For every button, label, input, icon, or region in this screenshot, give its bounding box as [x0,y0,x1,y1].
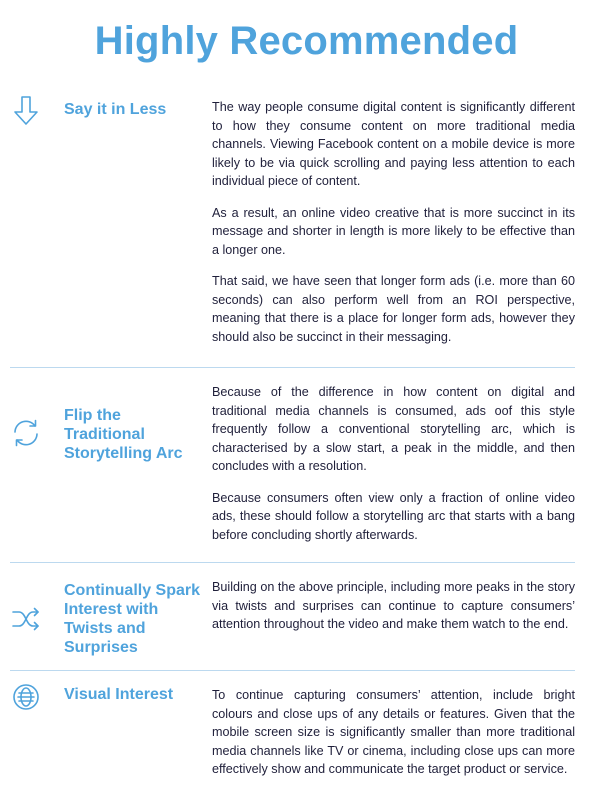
page-title: Highly Recommended [94,19,519,63]
paragraph: Building on the above principle, including more peaks in the story via twists and surprises can continue to capture consumers’ attention throughout the video and make them watch to the end. [212,580,575,631]
paragraph: Because consumers often view only a fraction of online video ads, these should follow a storytelling arc that starts with a bang before concluding shortly afterwards. [212,490,575,542]
shuffle-icon [10,603,42,635]
section-body [212,383,575,544]
section-heading: Visual Interest [64,686,174,703]
paragraph: The way people consume digital content is significantly different to how they consume content on more traditional media channels. Viewing Facebook content on a mobile device is more likely to be via quick scrolling and paying less attention to each individual piece of content. [212,100,575,188]
globe-icon [10,681,42,713]
section-heading: Say it in Less [64,101,167,118]
paragraph: As a result, an online video creative that is more succinct in its message and shorter in length is more likely to be effective than a longer one. [212,205,575,257]
section-heading: Flip the Traditional Storytelling Arc [64,407,183,462]
paragraph: To continue capturing consumers’ attention, include bright colours and close ups of any details or features. Given that the mobile screen size is significantly smaller than more traditional media channels like TV or cinema, including close ups can more effectively show and communicate the target product or service. [212,688,575,776]
refresh-icon [10,417,42,449]
arrow-down-icon [10,95,42,127]
section-heading: Continually Spark Interest with Twists and Surprises [64,582,201,656]
section-divider [10,562,575,563]
section-body [212,578,575,634]
paragraph: That said, we have seen that longer form ads (i.e. more than 60 seconds) can also perform well from an ROI perspective, meaning that there is a place for longer form ads, however they should also be succinct in their messaging. [212,274,575,344]
section-divider [10,367,575,368]
section-body [212,98,575,346]
section-divider [10,670,575,671]
paragraph: Because of the difference in how content on digital and traditional media channels is consumed, ads oof this style frequently follow a conventional storytelling arc, which is characterised by a slow start, a peak in the middle, and then concludes with a resolution. [212,385,575,473]
section-body [212,686,575,779]
